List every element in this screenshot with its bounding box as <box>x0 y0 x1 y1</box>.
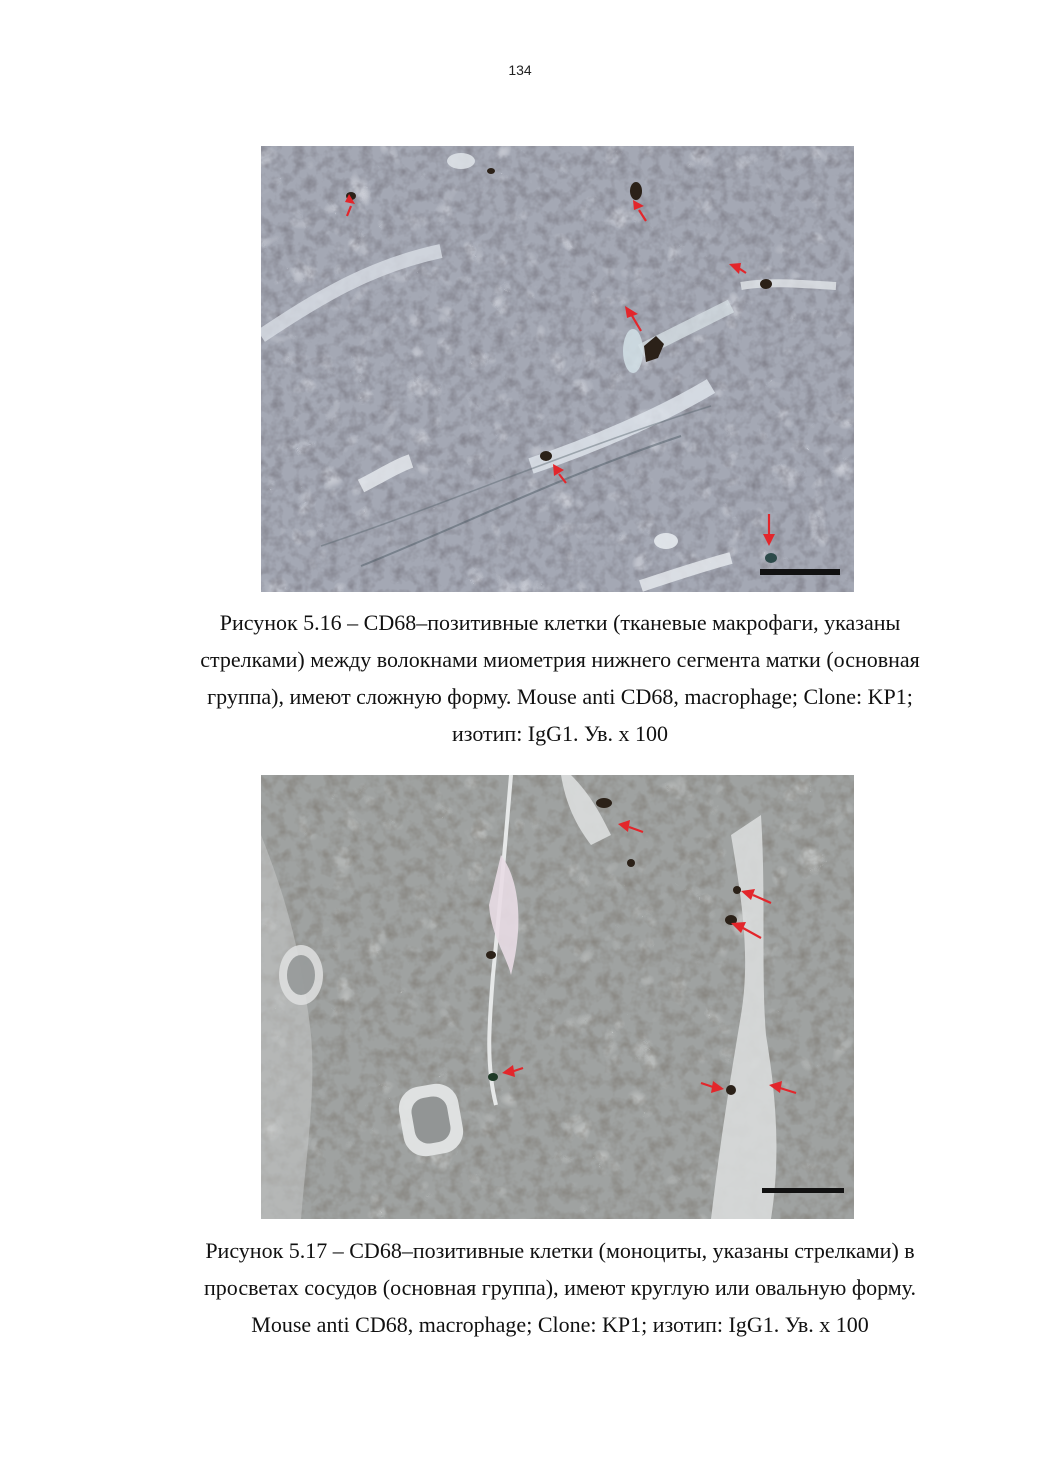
figure-5-16-micrograph <box>261 146 854 592</box>
figure-5-16-caption <box>150 604 970 752</box>
caption-line: Mouse anti CD68, macrophage; Clone: KP1; изотип: IgG1. Ув. х 100 <box>251 1312 869 1337</box>
caption-line: Рисунок 5.17 – CD68–позитивные клетки (моноциты, указаны стрелками) в <box>205 1238 915 1263</box>
page-number: 134 <box>508 62 532 78</box>
figure-5-17-micrograph <box>261 775 854 1219</box>
caption-line: стрелками) между волокнами миометрия нижнего сегмента матки (основная <box>200 647 920 672</box>
caption-line: просветах сосудов (основная группа), имеют круглую или овальную форму. <box>204 1275 916 1300</box>
caption-line: группа), имеют сложную форму. Mouse anti CD68, macrophage; Clone: KP1; <box>207 684 913 709</box>
caption-line: Рисунок 5.16 – CD68–позитивные клетки (тканевые макрофаги, указаны <box>219 610 901 635</box>
figure-5-17-caption <box>150 1232 970 1343</box>
caption-line: изотип: IgG1. Ув. х 100 <box>451 721 668 746</box>
